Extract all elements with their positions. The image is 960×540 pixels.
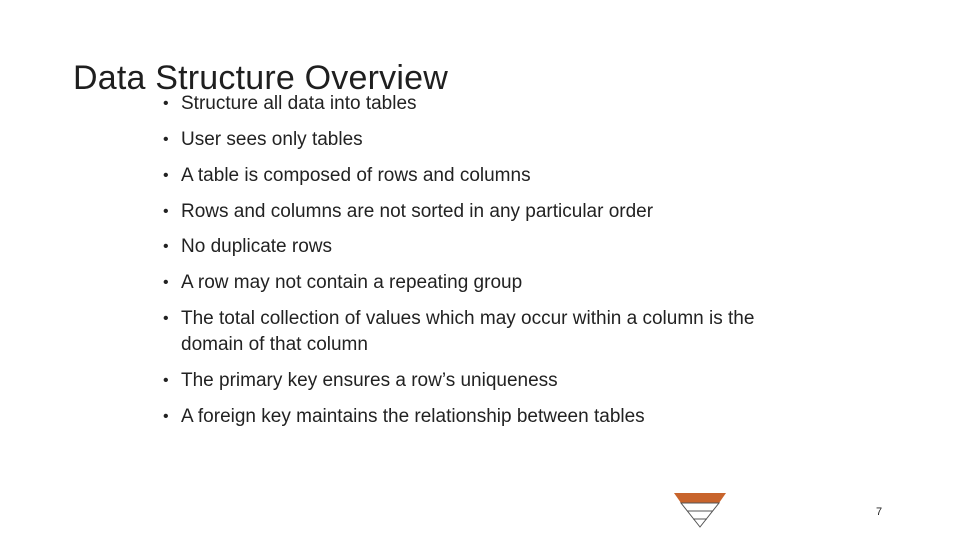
bullet-text: User sees only tables — [181, 129, 363, 150]
bullet-dot: • — [163, 131, 169, 148]
bullet-item — [163, 306, 821, 358]
bullet-text: Rows and columns are not sorted in any particular order — [181, 201, 654, 222]
bullet-dot: • — [163, 167, 169, 184]
bullet-item — [163, 199, 653, 225]
bullet-item — [163, 368, 558, 394]
logo-orange-band — [674, 493, 726, 503]
bullet-dot: • — [163, 238, 169, 255]
bullet-text: The primary key ensures a row’s uniqueness — [181, 370, 558, 391]
bullet-dot: • — [163, 372, 169, 389]
bullet-dot: • — [163, 310, 169, 327]
bullet-text: A foreign key maintains the relationship between tables — [181, 406, 645, 427]
logo-triangle-outline — [681, 503, 719, 527]
slide-title: Data Structure Overview — [73, 59, 448, 97]
bullet-text: A row may not contain a repeating group — [181, 272, 523, 293]
bullet-text: No duplicate rows — [181, 236, 333, 257]
bullet-dot: • — [163, 203, 169, 220]
inverted-triangle-logo-icon — [673, 492, 727, 528]
bullet-item — [163, 404, 645, 430]
bullet-item — [163, 127, 363, 153]
page-number: 7 — [876, 506, 883, 518]
bullet-item — [163, 163, 531, 189]
bullet-item — [163, 270, 522, 296]
bullet-dot: • — [163, 408, 169, 425]
bullet-text: The total collection of values which may occur within a column is the domain of that column — [181, 308, 755, 355]
bullet-text: Structure all data into tables — [181, 93, 417, 114]
bullet-text: A table is composed of rows and columns — [181, 165, 531, 186]
bullet-item — [163, 91, 417, 117]
bullet-item — [163, 234, 332, 260]
bullet-dot: • — [163, 274, 169, 291]
bullet-dot: • — [163, 95, 169, 112]
